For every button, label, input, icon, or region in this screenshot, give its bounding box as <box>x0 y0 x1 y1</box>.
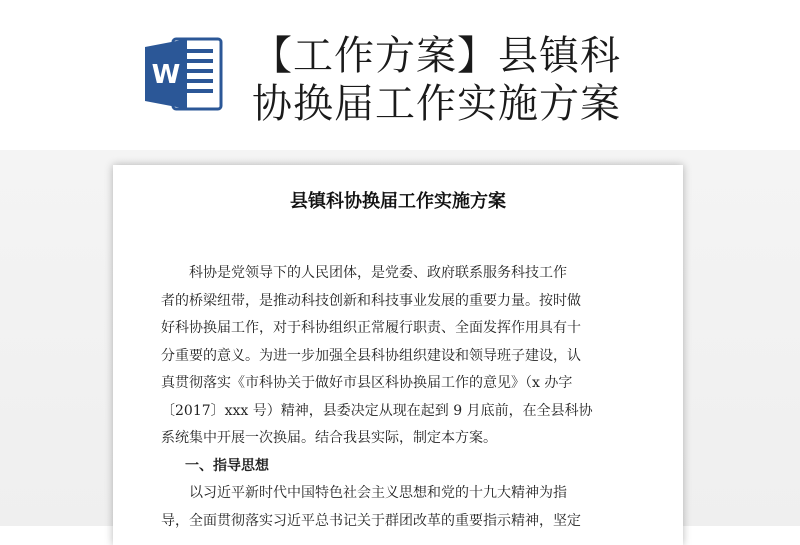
banner-title <box>252 32 692 128</box>
section-heading: 一、指导思想 <box>185 457 269 474</box>
document-body <box>161 260 641 535</box>
paragraph-line: 系统集中开展一次换届。结合我县实际，制定本方案。 <box>161 430 497 446</box>
word-icon-letter: W <box>151 60 181 90</box>
banner-title-line-1: 【工作方案】县镇科 <box>252 33 621 79</box>
document-title: 县镇科协换届工作实施方案 <box>290 191 506 212</box>
paragraph-line: 以习近平新时代中国特色社会主义思想和党的十九大精神为指 <box>189 485 567 501</box>
paragraph-line: 分重要的意义。为进一步加强全县科协组织建设和领导班子建设，认 <box>161 347 581 364</box>
paragraph-line: 导，全面贯彻落实习近平总书记关于群团改革的重要指示精神，坚定 <box>161 512 581 529</box>
paragraph-line: 科协是党领导下的人民团体，是党委、政府联系服务科技工作 <box>189 265 567 281</box>
paragraph-line: 好科协换届工作，对于科协组织正常履行职责、全面发挥作用具有十 <box>161 320 581 336</box>
paragraph-line: 〔2017〕xxx 号）精神，县委决定从现在起到 9 月底前，在全县科协 <box>161 402 593 419</box>
word-icon <box>143 33 225 115</box>
paragraph-line: 真贯彻落实《市科协关于做好市县区科协换届工作的意见》（x 办字 <box>161 375 573 391</box>
banner <box>0 0 800 150</box>
banner-title-line-2: 协换届工作实施方案 <box>252 81 621 127</box>
document-page <box>113 165 683 545</box>
paragraph-line: 者的桥梁纽带，是推动科技创新和科技事业发展的重要力量。按时做 <box>161 292 581 309</box>
